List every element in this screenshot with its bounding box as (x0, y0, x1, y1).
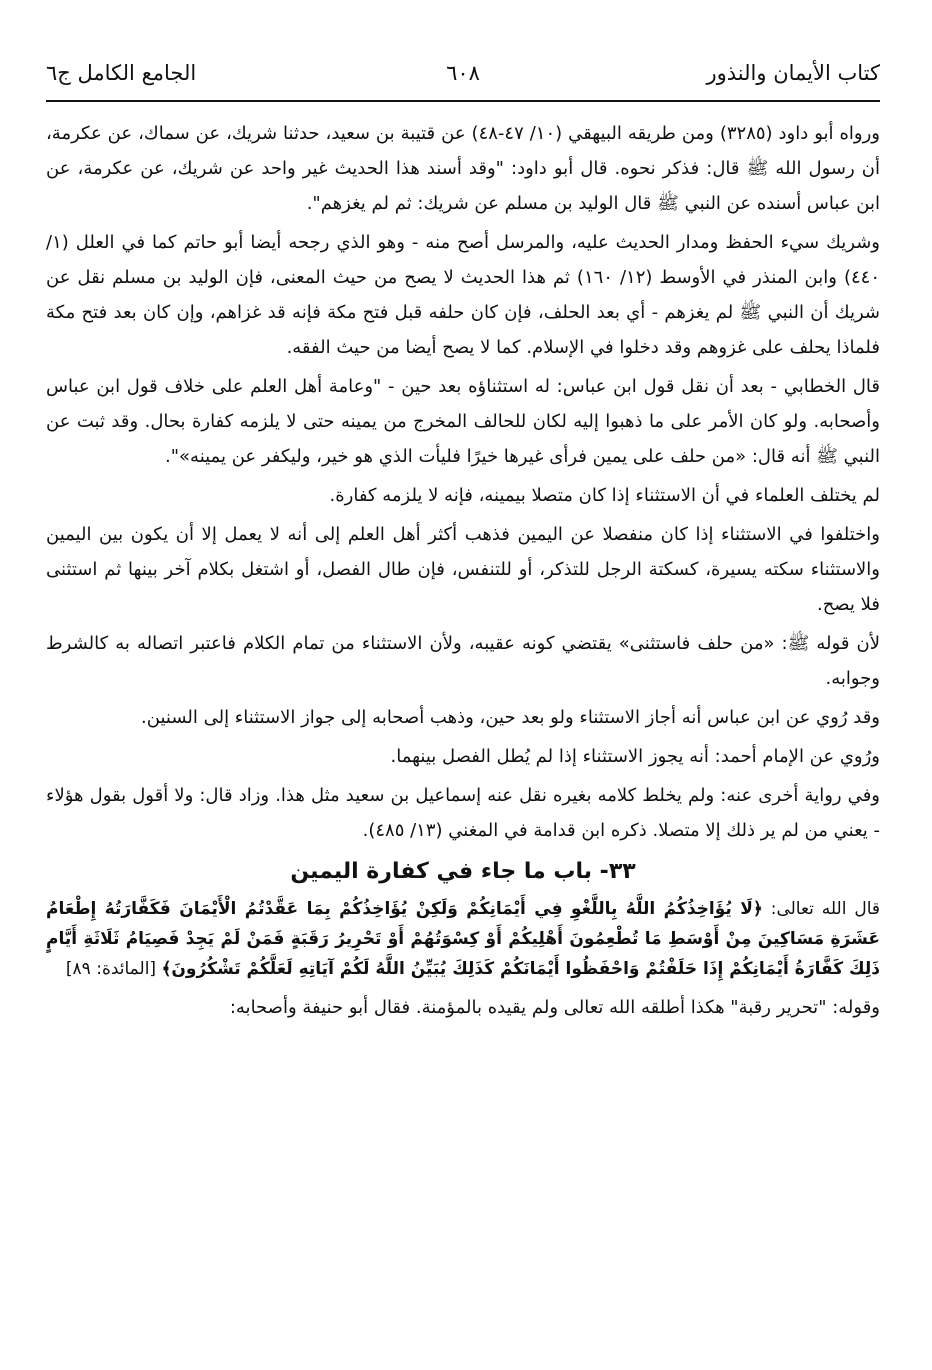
quran-verse-block (46, 894, 880, 984)
verse-intro: قال الله تعالى: (762, 899, 881, 919)
paragraph-8: ورُوي عن الإمام أحمد: أنه يجوز الاستثناء إذا لم يُطل الفصل بينهما. (390, 746, 880, 767)
paragraph-7: وقد رُوي عن ابن عباس أنه أجاز الاستثناء ولو بعد حين، وذهب أصحابه إلى جواز الاستثناء إلى السنين. (141, 707, 880, 728)
verse-reference: [المائدة: ٨٩] (65, 959, 162, 979)
section-heading: ٣٣- باب ما جاء في كفارة اليمين (290, 859, 636, 884)
paragraph-3: قال الخطابي - بعد أن نقل قول ابن عباس: له استثناؤه بعد حين - "وعامة أهل العلم على خلاف قول ابن عباس وأصحابه. ولو كان الأمر على ما ذهبوا إليه لكان للحالف المخرج من يمينه حتى لا يلزمه كفارة بحال. وقد ثبت عن النبي ﷺ أنه قال: «من حلف على يمين فرأى غيرها خيرًا فليأت الذي هو خير، وليكفر عن يمينه»". (46, 376, 880, 467)
verse-text: ﴿لَا يُؤَاخِذُكُمُ اللَّهُ بِاللَّغْوِ فِي أَيْمَانِكُمْ وَلَكِنْ يُؤَاخِذُكُمْ بِمَا عَقَّدْتُمُ الْأَيْمَانَ فَكَفَّارَتُهُ إِطْعَامُ عَشَرَةِ مَسَاكِينَ مِنْ أَوْسَطِ مَا تُطْعِمُونَ أَهْلِيكُمْ أَوْ كِسْوَتُهُمْ أَوْ تَحْرِيرُ رَقَبَةٍ فَمَنْ لَمْ يَجِدْ فَصِيَامُ ثَلَاثَةِ أَيَّامٍ ذَلِكَ كَفَّارَةُ أَيْمَانِكُمْ إِذَا حَلَفْتُمْ وَاحْفَظُوا أَيْمَانَكُمْ كَذَلِكَ يُبَيِّنُ اللَّهُ لَكُمْ آيَاتِهِ لَعَلَّكُمْ تَشْكُرُونَ﴾ (46, 899, 880, 979)
paragraph-5: واختلفوا في الاستثناء إذا كان منفصلا عن اليمين فذهب أكثر أهل العلم إلى أنه لا يعمل إلا أن يكون بين اليمين والاستثناء سكته يسيرة، كسكتة الرجل للتذكر، أو للتنفس، فإن طال الفصل، أو اشتغل بكلام آخر بينها ثم استثنى فلا يصح. (46, 524, 880, 615)
page-body (46, 116, 880, 1029)
collection-volume: الجامع الكامل ج٦ (46, 61, 197, 85)
header-divider (46, 100, 880, 102)
paragraph-1: ورواه أبو داود (٣٢٨٥) ومن طريقه البيهقي (١٠/ ٤٧-٤٨) عن قتيبة بن سعيد، حدثنا شريك، عن سماك، عن عكرمة، أن رسول الله ﷺ قال: فذكر نحوه. قال أبو داود: "وقد أسند هذا الحديث غير واحد عن شريك، عن عكرمة، عن ابن عباس أسنده عن النبي ﷺ قال الوليد بن مسلم عن شريك: ثم لم يغزهم". (46, 123, 880, 214)
paragraph-4: لم يختلف العلماء في أن الاستثناء إذا كان متصلا بيمينه، فإنه لا يلزمه كفارة. (329, 485, 880, 506)
page-header (46, 0, 880, 110)
book-page (46, 0, 880, 1370)
paragraph-2: وشريك سيء الحفظ ومدار الحديث عليه، والمرسل أصح منه - وهو الذي رجحه أيضا أبو حاتم كما في العلل (١/ ٤٤٠) وابن المنذر في الأوسط (١٢/ ١٦٠) ثم هذا الحديث لا يصح من حيث المعنى، فإن الوليد بن مسلم نقل عن شريك أن النبي ﷺ لم يغزهم - أي بعد الحلف، فإن كان حلفه قبل فتح مكة فإنه قد غزاهم، وإن كان بعد فتح مكة فلماذا يحلف على غزوهم وقد دخلوا في الإسلام. كما لا يصح أيضا من حيث الفقه. (46, 232, 880, 358)
page-number: ٦٠٨ (446, 61, 480, 85)
paragraph-6: لأن قوله ﷺ: «من حلف فاستثنى» يقتضي كونه عقيبه، ولأن الاستثناء من تمام الكلام فاعتبر اتصاله به كالشرط وجوابه. (46, 633, 880, 689)
closing-paragraph: وقوله: "تحرير رقبة" هكذا أطلقه الله تعالى ولم يقيده بالمؤمنة. فقال أبو حنيفة وأصحابه: (229, 997, 880, 1018)
paragraph-9: وفي رواية أخرى عنه: ولم يخلط كلامه بغيره نقل عنه إسماعيل بن سعيد مثل هذا. وزاد قال: ولا أقول بقول هؤلاء - يعني من لم ير ذلك إلا متصلا. ذكره ابن قدامة في المغني (١٣/ ٤٨٥). (46, 785, 880, 841)
book-title: كتاب الأيمان والنذور (706, 61, 880, 85)
